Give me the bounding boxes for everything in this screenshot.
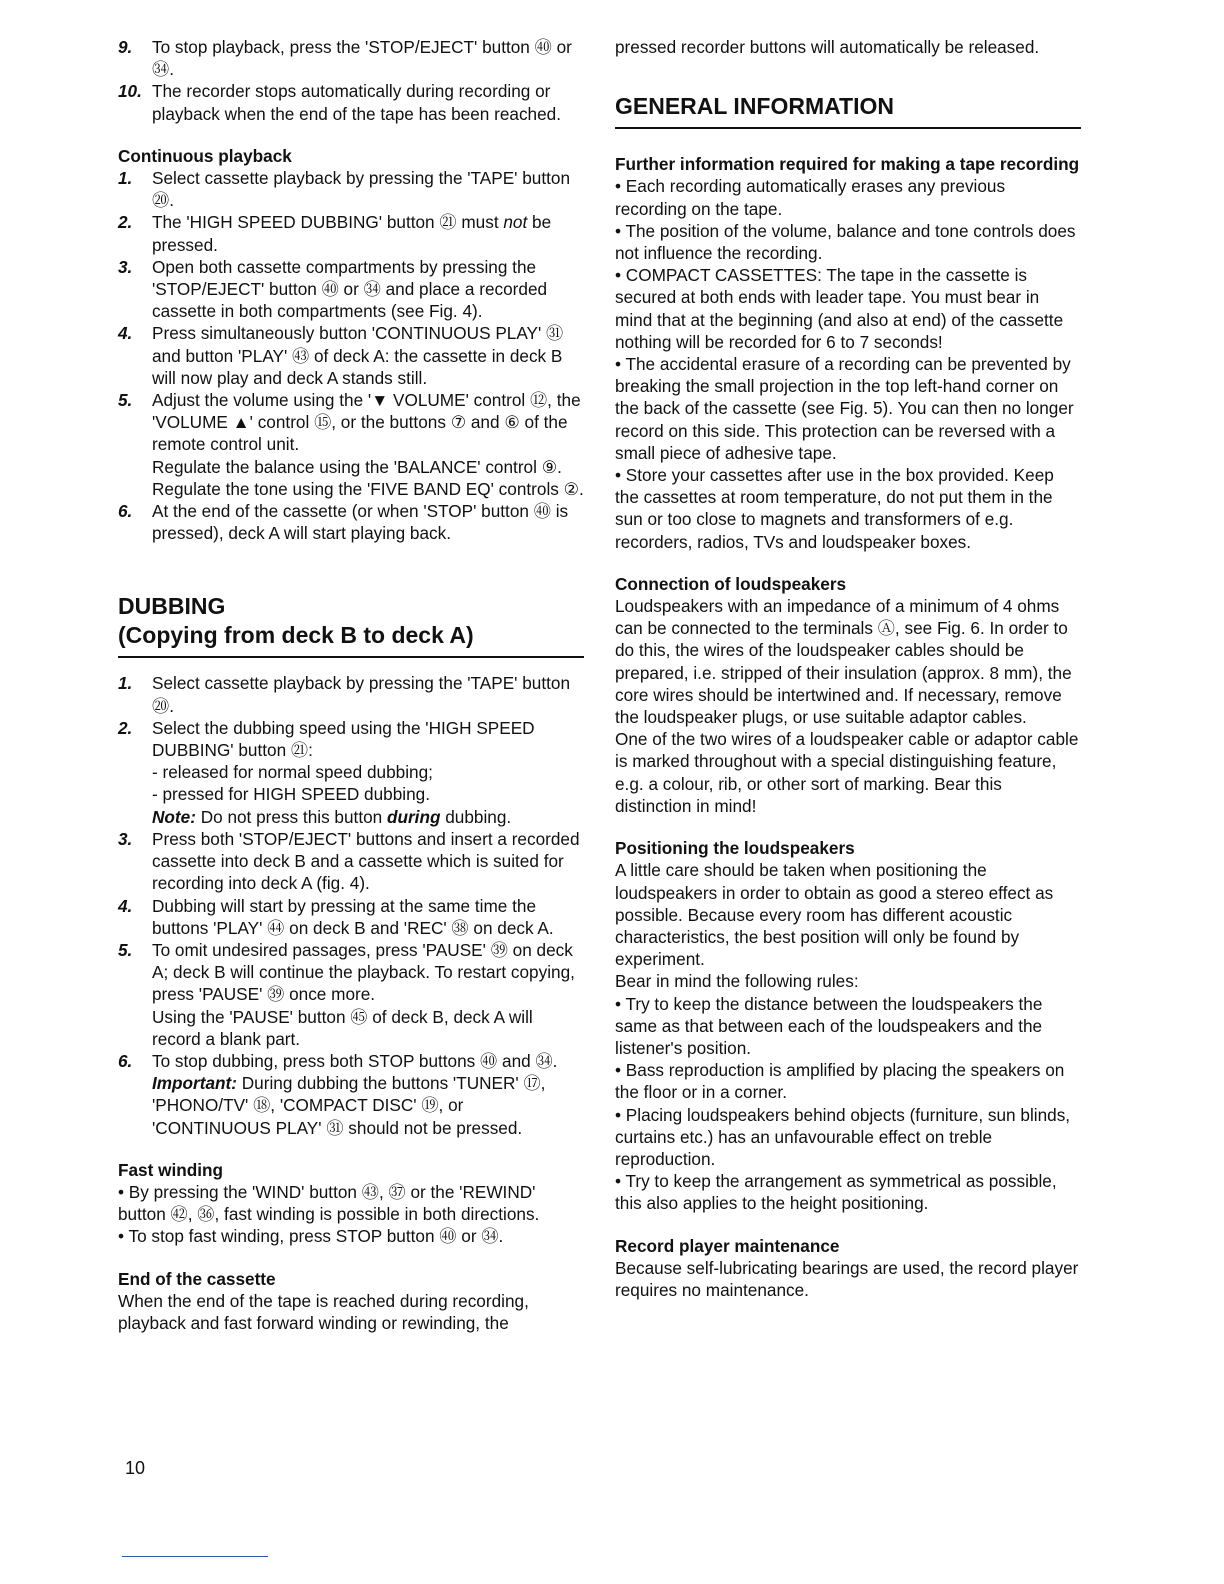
- step-number: 3.: [118, 828, 133, 849]
- step-number: 3.: [118, 256, 133, 277]
- left-column: [118, 36, 584, 1334]
- end-of-cassette-text: When the end of the tape is reached during recording, playback and fast forward winding or rewinding, the: [118, 1290, 529, 1333]
- continued-text: pressed recorder buttons will automatically be released.: [615, 37, 1040, 57]
- general-information-heading: GENERAL INFORMATION: [615, 93, 894, 120]
- playback-steps-end: [118, 36, 584, 125]
- positioning-bullet: • Bass reproduction is amplified by placing the speakers on the floor or in a corner.: [615, 1060, 1065, 1103]
- step-number: 1.: [118, 168, 133, 189]
- step-number: 10.: [118, 81, 142, 102]
- step-number: 4.: [118, 895, 133, 916]
- step-number: 1.: [118, 673, 133, 694]
- connection-text: Loudspeakers with an impedance of a minimum of 4 ohms can be connected to the terminals Ⓐ, see Fig. 6. In order to do this, the wires of the loudspeaker cables should be prepared, i.e. stripped of their insulation (approx. 8 mm), the core wires should be intertwined and. If necessary, remove the loudspeaker plugs, or use suitable adaptor cables.: [615, 596, 1072, 728]
- note-emphasis: during: [387, 806, 441, 827]
- step-text: Press simultaneously button 'CONTINUOUS PLAY' ㉛ and button 'PLAY' ㊸ of deck A: the cassette in deck B will now play and deck A stands still.: [152, 323, 564, 388]
- positioning-bullet: • Try to keep the distance between the loudspeakers the same as that between each of the loudspeakers and the listener's position.: [615, 993, 1043, 1058]
- list-item: [118, 672, 584, 716]
- list-item: [118, 939, 584, 1050]
- list-item: [118, 1050, 584, 1139]
- step-text: Select cassette playback by pressing the 'TAPE' button ⑳.: [152, 168, 571, 211]
- maintenance-text: Because self-lubricating bearings are used, the record player requires no maintenance.: [615, 1257, 1079, 1300]
- step-text: Select the dubbing speed using the 'HIGH SPEED DUBBING' button ㉑:: [152, 717, 535, 761]
- step-text: To omit undesired passages, press 'PAUSE' ㊴ on deck A; deck B will continue the playback. To restart copying, press 'PAUSE' ㊴ once more.: [152, 939, 575, 1005]
- step-emphasis: not: [503, 212, 528, 233]
- connection-heading: Connection of loudspeakers: [615, 573, 847, 594]
- step-text: Open both cassette compartments by pressing the 'STOP/EJECT' button ㊵ or ㉞ and place a recorded cassette in both compartments (see Fig. 4).: [152, 256, 548, 322]
- info-bullet: • The accidental erasure of a recording can be prevented by breaking the small projection in the top left-hand corner on the back of the cassette (see Fig. 5). You can then no longer record on this side. This protection can be reversed with a small piece of adhesive tape.: [615, 354, 1074, 463]
- dubbing-steps: [118, 672, 584, 1138]
- list-item: [118, 36, 584, 80]
- list-item: [118, 211, 584, 255]
- step-important: [152, 1072, 584, 1139]
- step-text: Adjust the volume using the '▼ VOLUME' control ⑫, the 'VOLUME ▲' control ⑮, or the buttons ⑦ and ⑥ of the remote control unit.: [152, 390, 581, 455]
- connection-text: One of the two wires of a loudspeaker cable or adaptor cable is marked throughout with a special distinguishing feature, e.g. a colour, rib, or other sort of marking. Bear this distinction in mind!: [615, 729, 1079, 816]
- divider: [118, 656, 584, 658]
- dubbing-subheading: (Copying from deck B to deck A): [118, 622, 474, 649]
- fast-winding-text: • By pressing the 'WIND' button ㊸, ㊲ or the 'REWIND' button ㊷, ㊱, fast winding is possible in both directions.: [118, 1181, 540, 1225]
- important-text: During dubbing the buttons 'TUNER' ⑰, 'PHONO/TV' ⑱, 'COMPACT DISC' ⑲, or 'CONTINUOUS PLAY' ㉛ should not be pressed.: [152, 1073, 546, 1138]
- right-column: [615, 36, 1081, 1301]
- positioning-bullet: • Try to keep the arrangement as symmetrical as possible, this also applies to the height positioning.: [615, 1171, 1057, 1214]
- positioning-heading: Positioning the loudspeakers: [615, 838, 855, 859]
- step-text: Dubbing will start by pressing at the same time the buttons 'PLAY' ㊹ on deck B and 'REC' ㊳ on deck A.: [152, 895, 554, 938]
- info-bullet: • Store your cassettes after use in the box provided. Keep the cassettes at room temperature, do not put them in the sun or too close to magnets and transformers of e.g. recorders, radios, TVs and loudspeaker boxes.: [615, 465, 1054, 552]
- continuous-playback-heading: Continuous playback: [118, 145, 292, 166]
- positioning-bullet: • Placing loudspeakers behind objects (furniture, sun blinds, curtains etc.) has an unfavourable effect on treble reproduction.: [615, 1104, 1071, 1169]
- list-item: [118, 717, 584, 828]
- list-item: [118, 895, 584, 939]
- page-number: 10: [125, 1458, 146, 1478]
- step-number: 6.: [118, 1050, 133, 1071]
- list-item: [118, 80, 584, 124]
- dubbing-heading: DUBBING: [118, 593, 226, 620]
- end-of-cassette-heading: End of the cassette: [118, 1268, 276, 1289]
- important-label: Important:: [152, 1073, 237, 1094]
- step-number: 4.: [118, 323, 133, 344]
- divider: [615, 127, 1081, 129]
- step-text: Press both 'STOP/EJECT' buttons and insert a recorded cassette into deck B and a cassette which is suited for recording into deck A (fig. 4).: [152, 828, 580, 894]
- maintenance-heading: Record player maintenance: [615, 1235, 840, 1256]
- fast-winding-text: • To stop fast winding, press STOP button ㊵ or ㉞.: [118, 1226, 504, 1247]
- continuous-playback-steps: [118, 167, 584, 544]
- step-extra: - pressed for HIGH SPEED dubbing.: [152, 784, 430, 805]
- step-text: At the end of the cassette (or when 'STOP' button ㊵ is pressed), deck A will start playing back.: [152, 501, 569, 544]
- step-text: be pressed.: [152, 212, 552, 255]
- step-text: The recorder stops automatically during recording or playback when the end of the tape has been reached.: [152, 81, 561, 124]
- step-text: To stop playback, press the 'STOP/EJECT' button ㊵ or ㉞.: [152, 37, 572, 80]
- note-text: Do not press this button: [195, 806, 387, 827]
- step-extra: Using the 'PAUSE' button ㊺ of deck B, deck A will record a blank part.: [152, 1006, 533, 1049]
- step-text: The 'HIGH SPEED DUBBING' button ㉑ must: [152, 212, 504, 233]
- fast-winding-heading: Fast winding: [118, 1159, 224, 1180]
- step-extra: - released for normal speed dubbing;: [152, 762, 433, 783]
- scan-artifact-line: [122, 1556, 268, 1557]
- step-number: 6.: [118, 501, 133, 522]
- positioning-text: A little care should be taken when positioning the loudspeakers in order to obtain as good a stereo effect as possible. Because every room has different acoustic characteristics, the best position will only be found by experiment.: [615, 860, 1054, 970]
- info-bullet: • Each recording automatically erases any previous recording on the tape.: [615, 176, 1006, 219]
- step-extra: Regulate the tone using the 'FIVE BAND EQ' controls ②.: [152, 478, 584, 499]
- list-item: [118, 256, 584, 323]
- step-number: 2.: [118, 212, 133, 233]
- list-item: [118, 500, 584, 544]
- info-bullet: • The position of the volume, balance and tone controls does not influence the recording.: [615, 220, 1076, 264]
- step-note: [152, 806, 584, 828]
- step-extra: Regulate the balance using the 'BALANCE' control ⑨.: [152, 456, 562, 477]
- info-bullet: • COMPACT CASSETTES: The tape in the cassette is secured at both ends with leader tape. You must bear in mind that at the beginning (and also at end) of the cassette nothing will be recorded for 6 to 7 seconds!: [615, 265, 1064, 352]
- step-text: Select cassette playback by pressing the 'TAPE' button ⑳.: [152, 673, 571, 716]
- step-text: To stop dubbing, press both STOP buttons ㊵ and ㉞.: [152, 1050, 558, 1071]
- positioning-text: Bear in mind the following rules:: [615, 971, 859, 992]
- list-item: [118, 167, 584, 211]
- further-information-heading: Further information required for making a tape recording: [615, 154, 1080, 175]
- step-number: 9.: [118, 37, 133, 57]
- step-number: 5.: [118, 390, 133, 411]
- step-number: 2.: [118, 717, 133, 738]
- note-label: Note:: [152, 806, 196, 827]
- note-text: dubbing.: [440, 806, 512, 827]
- list-item: [118, 322, 584, 389]
- list-item: [118, 828, 584, 895]
- step-number: 5.: [118, 939, 133, 960]
- list-item: [118, 389, 584, 500]
